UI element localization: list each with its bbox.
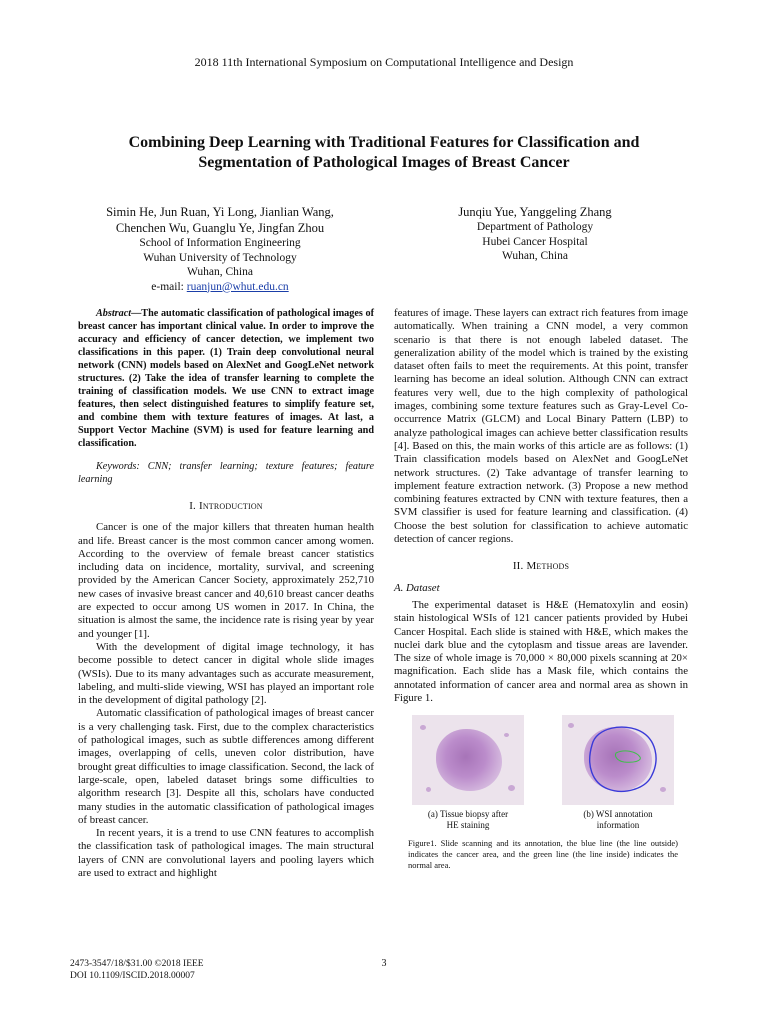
figure-1b [562, 715, 674, 830]
section-heading-introduction: I. Introduction [189, 500, 263, 512]
conference-header: 2018 11th International Symposium on Computational Intelligence and Design [194, 55, 574, 69]
author-names-line-1: Simin He, Jun Ruan, Yi Long, Jianlian Wang, [106, 205, 334, 219]
intro-paragraph-4-continued: features of image. These layers can extract rich features from image automatically. When training a CNN model, a very common scenario is that there is not enough labeled dataset. The generalization ability of the model which is trained by the existing dataset often fails to meet the requirements. At this point, transfer learning has become an ideal solution. Although CNN can extract features very well, due to the high complexity of pathological images, combining some texture features such as Gray-Level Co-occurrence Matrix (GLCM) and Local Binary Pattern (LBP) to analyze pathological images can achieve better classification results [4]. Based on this, the main works of this article are as follows: (1) Train classification models based on AlexNet and GoogLeNet network structures. (2) Take advantage of transfer learning to implement feature extraction network. (3) Propose a new method combining features extracted by CNN with texture features, then a SVM classifier is used for feature learning and classification. (4) Choose the best solution for classification to achieve automatic detection of cancer regions. [394, 307, 688, 546]
normal-area-outline [615, 751, 640, 762]
figure-1a-label-line-2: HE staining [446, 819, 490, 830]
annotation-outlines [562, 715, 674, 805]
paper-title [60, 133, 708, 173]
keywords: Keywords: CNN; transfer learning; texture features; feature learning [78, 461, 374, 485]
email-link[interactable]: ruanjun@whut.edu.cn [186, 280, 289, 293]
title-line-1: Combining Deep Learning with Traditional Features for Classification and [128, 134, 640, 151]
figure-1b-label: (b) WSI annotation information [583, 809, 653, 830]
author-department: School of Information Engineering [139, 237, 301, 249]
author-department-right: Department of Pathology [476, 221, 594, 233]
left-column [78, 307, 374, 880]
section-heading-methods: II. Methods [512, 560, 570, 573]
footer-doi: DOI 10.1109/ISCID.2018.00007 [70, 971, 195, 981]
author-names-right: Junqiu Yue, Yanggeling Zhang [458, 205, 612, 219]
subsection-dataset: A. Dataset [394, 581, 440, 594]
author-names-line-2: Chenchen Wu, Guanglu Ye, Jingfan Zhou [115, 221, 325, 235]
author-email [70, 280, 370, 295]
tissue-biopsy-image [412, 715, 524, 805]
figure-1-caption: Figure1. Slide scanning and its annotation, the blue line (the line outside) indicates the cancer area, and the green line (the line inside) indicates the normal area. [408, 838, 678, 871]
wsi-annotation-image [562, 715, 674, 805]
abstract-lead: Abstract [96, 308, 132, 319]
figure-1a-label [412, 809, 524, 830]
email-label: e-mail: [151, 280, 187, 293]
abstract-text: —The automatic classification of pathological images of breast cancer has important clinical value. In order to improve the accuracy and efficiency of cancer detection, we implement two classifications in this paper. (1) Train deep convolutional neural network (CNN) models based on AlexNet and GoogLeNet network structures. (2) Take the idea of transfer learning to complete the training of classification models. We use CNN to extract image features, then select distinguished features to simplify feature set, and combine them with texture features of images. At last, a Support Vector Machine (SVM) is used for feature learning and classification. [78, 308, 374, 449]
methods-paragraph-1: The experimental dataset is H&E (Hematoxylin and eosin) stain histological WSIs of 121 cancer patients provided by Hubei Cancer Hospital. Each slide is stained with H&E, which makes the nuclei dark blue and the cytoplasm and tissue areas are lavender. The size of whole image is 70,000 × 80,000 pixels scanning at 20× magnification. Each slide has a Mask file, which contains the annotated information of cancer area and normal area as shown in Figure 1. [394, 598, 688, 705]
abstract [78, 307, 374, 450]
figure-1 [394, 715, 688, 830]
page-number: 3 [381, 958, 387, 969]
intro-paragraph-2: With the development of digital image technology, it has become possible to detect cancer in digital whole slide images (WSIs). Due to its many advantages such as accurate measurement, labeling, and multi-slide viewing, WSI has played an important role in the development of digital pathology [2]. [78, 640, 374, 707]
author-block-left [70, 204, 370, 294]
footer-issn: 2473-3547/18/$31.00 ©2018 IEEE [70, 959, 204, 969]
author-city-right: Wuhan, China [502, 250, 568, 262]
title-line-2: Segmentation of Pathological Images of Breast Cancer [198, 154, 570, 171]
cancer-area-outline [590, 727, 656, 791]
intro-paragraph-1: Cancer is one of the major killers that threaten human health and life. Breast cancer is the most common cancer among women. According to the overview of female breast cancer statistics including data on incidence, mortality, survival, and screening provided by the American Cancer Society, approximately 252,710 new cases of invasive breast cancer and 40,610 breast cancer deaths are expected to occur among US women in 2017. In China, the situation is almost the same, the incidence rate is rising year by year and younger [1]. [78, 521, 374, 640]
right-column [394, 307, 688, 871]
figure-1a [412, 715, 524, 830]
author-university: Wuhan University of Technology [143, 251, 297, 264]
author-block-right [400, 204, 670, 264]
author-hospital: Hubei Cancer Hospital [482, 235, 588, 248]
intro-paragraph-4: In recent years, it is a trend to use CNN features to accomplish the classification task of pathological images. The main structural layers of CNN are convolutional layers and pooling layers which are used to extract and highlight [78, 827, 374, 880]
author-city: Wuhan, China [187, 266, 253, 278]
figure-1a-label-line-1: (a) Tissue biopsy after [427, 809, 509, 820]
intro-paragraph-3: Automatic classification of pathological images of breast cancer is a very challenging task. First, due to the complex characteristics of pathological images, such as subtle differences among different images, overlapping of cells, uneven color distribution, have brought great difficulties to image classification. Second, the lack of large-scale, open, labeled dataset brings some difficulties to algorithm research [3]. Despite all this, scholars have conducted many studies in the automatic classification of pathological images of breast cancer. [78, 707, 374, 826]
